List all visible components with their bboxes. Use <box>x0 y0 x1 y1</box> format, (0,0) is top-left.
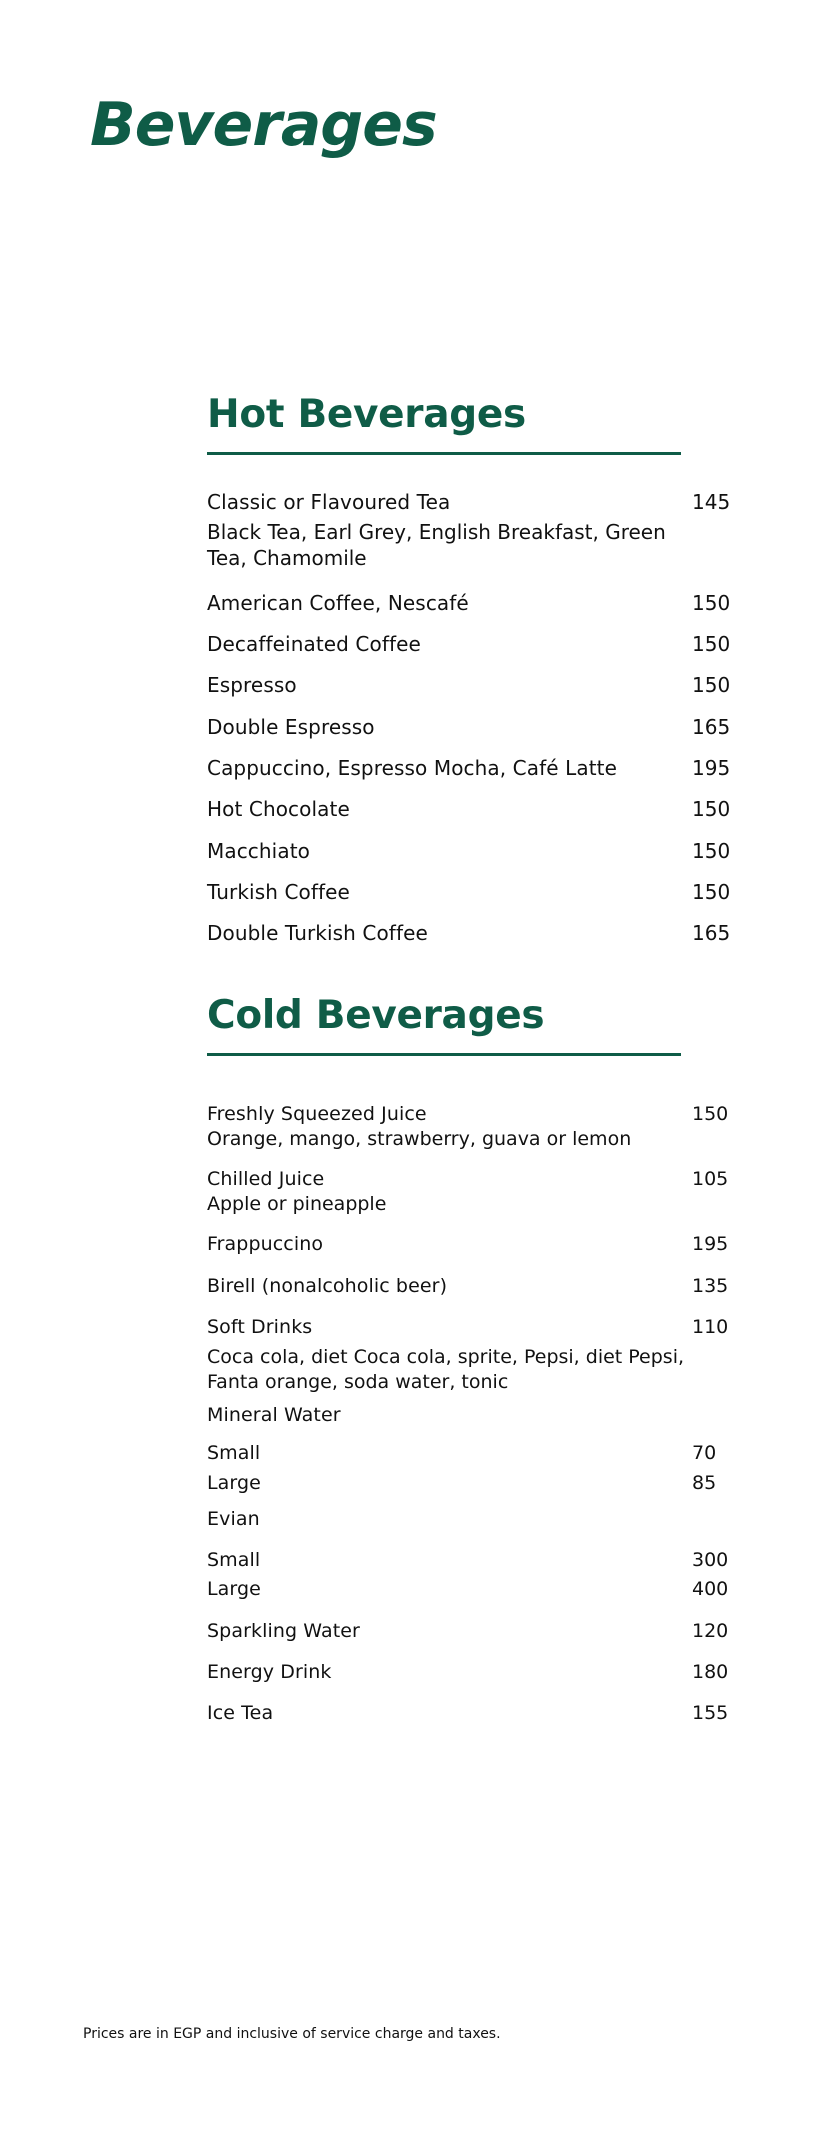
item-price: 135 <box>692 1275 729 1297</box>
item-name: Birell (nonalcoholic beer) <box>207 1275 448 1297</box>
item-name: Small <box>207 1549 261 1571</box>
item-name: Double Espresso <box>207 715 375 739</box>
menu-item <box>207 1577 747 1602</box>
price-footnote: Prices are in EGP and inclusive of service charge and taxes. <box>83 2026 501 2042</box>
item-name: American Coffee, Nescafé <box>207 591 469 615</box>
cold-beverages-section <box>207 991 747 1724</box>
item-price: 150 <box>692 673 731 697</box>
menu-item <box>207 796 747 822</box>
item-name: Energy Drink <box>207 1661 332 1683</box>
item-price: 70 <box>692 1442 717 1464</box>
item-price: 145 <box>692 490 731 514</box>
item-price: 195 <box>692 1233 729 1255</box>
item-price: 195 <box>692 756 731 780</box>
item-name: Large <box>207 1472 261 1494</box>
item-price: 105 <box>692 1168 729 1190</box>
item-price: 400 <box>692 1578 729 1600</box>
menu-item <box>207 1232 747 1257</box>
item-price: 150 <box>692 797 731 821</box>
item-description: Orange, mango, strawberry, guava or lemon <box>207 1128 632 1150</box>
item-description: Black Tea, Earl Grey, English Breakfast, Green Tea, Chamomile <box>207 520 666 570</box>
menu-item <box>207 1548 747 1573</box>
item-price: 85 <box>692 1472 717 1494</box>
menu-item <box>207 879 747 905</box>
item-name: Espresso <box>207 673 297 697</box>
item-description: Coca cola, diet Coca cola, sprite, Pepsi, diet Pepsi, Fanta orange, soda water, tonic <box>207 1346 685 1393</box>
item-description: Apple or pineapple <box>207 1193 387 1215</box>
item-price: 165 <box>692 715 731 739</box>
menu-item <box>207 1102 747 1152</box>
item-price: 150 <box>692 632 731 656</box>
item-name: Classic or Flavoured Tea <box>207 490 451 514</box>
menu-item <box>207 672 747 698</box>
item-price: 155 <box>692 1702 729 1724</box>
item-price: 165 <box>692 921 731 945</box>
item-name: Soft Drinks <box>207 1316 313 1338</box>
menu-item <box>207 838 747 864</box>
menu-item <box>207 1660 747 1685</box>
item-price: 150 <box>692 1103 729 1125</box>
menu-item <box>207 920 747 946</box>
menu-item <box>207 590 747 616</box>
menu-item <box>207 1701 747 1726</box>
item-name: Ice Tea <box>207 1702 274 1724</box>
item-price: 150 <box>692 880 731 904</box>
menu-item-group <box>207 1507 747 1532</box>
item-price: 300 <box>692 1549 729 1571</box>
item-name: Sparkling Water <box>207 1620 360 1642</box>
menu-item <box>207 714 747 740</box>
menu-item <box>207 1315 747 1395</box>
item-price: 120 <box>692 1620 729 1642</box>
item-name: Decaffeinated Coffee <box>207 632 421 656</box>
menu-item <box>207 489 747 571</box>
item-price: 150 <box>692 839 731 863</box>
page-title: Beverages <box>90 90 437 160</box>
item-name: Macchiato <box>207 839 310 863</box>
menu-item-group <box>207 1403 747 1428</box>
menu-item <box>207 1471 747 1496</box>
menu-item <box>207 755 747 781</box>
item-price: 150 <box>692 591 731 615</box>
item-name: Large <box>207 1578 261 1600</box>
item-name: Hot Chocolate <box>207 797 350 821</box>
menu-item <box>207 1167 747 1217</box>
item-name: Chilled Juice <box>207 1168 325 1190</box>
menu-item <box>207 1274 747 1299</box>
section-divider <box>207 1053 681 1056</box>
item-name: Double Turkish Coffee <box>207 921 428 945</box>
item-name: Cappuccino, Espresso Mocha, Café Latte <box>207 756 617 780</box>
section-divider <box>207 452 681 455</box>
section-title-hot: Hot Beverages <box>207 392 526 437</box>
item-name: Mineral Water <box>207 1404 341 1426</box>
item-price: 110 <box>692 1316 729 1338</box>
item-name: Freshly Squeezed Juice <box>207 1103 427 1125</box>
item-name: Frappuccino <box>207 1233 324 1255</box>
item-name: Small <box>207 1442 261 1464</box>
section-title-cold: Cold Beverages <box>207 993 545 1038</box>
item-name: Evian <box>207 1508 260 1530</box>
menu-item <box>207 1441 747 1466</box>
hot-beverages-section <box>207 390 747 945</box>
item-name: Turkish Coffee <box>207 880 350 904</box>
menu-item <box>207 631 747 657</box>
menu-item <box>207 1619 747 1644</box>
item-price: 180 <box>692 1661 729 1683</box>
